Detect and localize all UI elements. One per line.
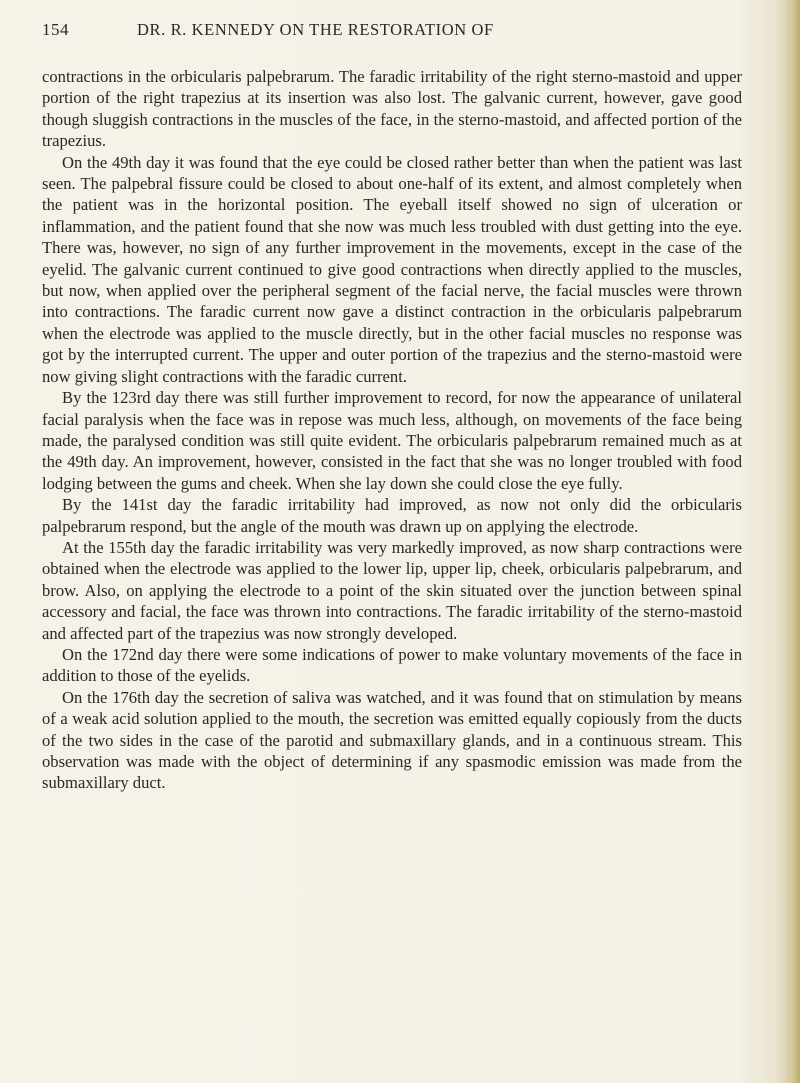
paragraph: contractions in the orbicularis palpebrarum. The faradic irritability of the right sterno-mastoid and upper portion of the right trapezius at its insertion was also lost. The galvanic current, however, gave good though sluggish contractions in the muscles of the face, in the sterno-mastoid, and affected portion of the trapezius. xyxy=(42,67,742,151)
paragraph: At the 155th day the faradic irritability was very markedly improved, as now sharp contractions were obtained when the electrode was applied to the lower lip, upper lip, cheek, orbicularis palpebrarum, and brow. Also, on applying the electrode to a point of the skin situated over the junction between spinal accessory and facial, the face was thrown into contractions. The faradic irritability of the sterno-mastoid and affected part of the trapezius was now strongly developed. xyxy=(42,537,742,643)
paragraph: On the 172nd day there were some indications of power to make voluntary movements of the face in addition to those of the eyelids. xyxy=(42,644,742,686)
paragraph: On the 176th day the secretion of saliva was watched, and it was found that on stimulation by means of a weak acid solution applied to the mouth, the secretion was emitted equally copiously from the ducts of the two sides in the case of the parotid and submaxillary glands, and in a continuous stream. This observation was made with the object of determining if any spasmodic emission was made from the submaxillary duct. xyxy=(42,687,742,793)
page-edge xyxy=(786,0,800,1083)
paragraph: By the 123rd day there was still further improvement to record, for now the appearance of unilateral facial paralysis when the face was in repose was much less, although, on movements of the face being made, the paralysed condition was still quite evident. The orbicularis palpebrarum remained much as at the 49th day. An improvement, however, consisted in the fact that she was no longer troubled with food lodging between the gums and cheek. When she lay down she could close the eye fully. xyxy=(42,388,742,493)
running-head: DR. R. KENNEDY ON THE RESTORATION OF xyxy=(137,20,494,39)
paragraph: On the 49th day it was found that the eye could be closed rather better than when the patient was last seen. The palpebral fissure could be closed to about one-half of its extent, and almost completely when the patient was in the horizontal position. The eyeball itself showed no sign of ulceration or inflammation, and the patient found that she now was much less troubled with dust getting into the eye. There was, however, no sign of any further improvement in the movements, except in the case of the eyelid. The galvanic current continued to give good contractions when directly applied to the muscles, but now, when applied over the peripheral segment of the facial nerve, the facial muscles were thrown into contractions. The faradic current now gave a distinct contraction in the orbicularis palpebrarum when the electrode was applied to the muscle directly, but in the other facial muscles no response was got by the interrupted current. The upper and outer portion of the trapezius and the sterno-mastoid were now giving slight contractions with the faradic current. xyxy=(42,152,742,386)
page-header xyxy=(42,20,746,44)
page-number: 154 xyxy=(42,20,69,39)
paragraph: By the 141st day the faradic irritability had improved, as now not only did the orbicularis palpebrarum respond, but the angle of the mouth was drawn up on applying the electrode. xyxy=(42,495,742,536)
body-text xyxy=(42,66,742,794)
